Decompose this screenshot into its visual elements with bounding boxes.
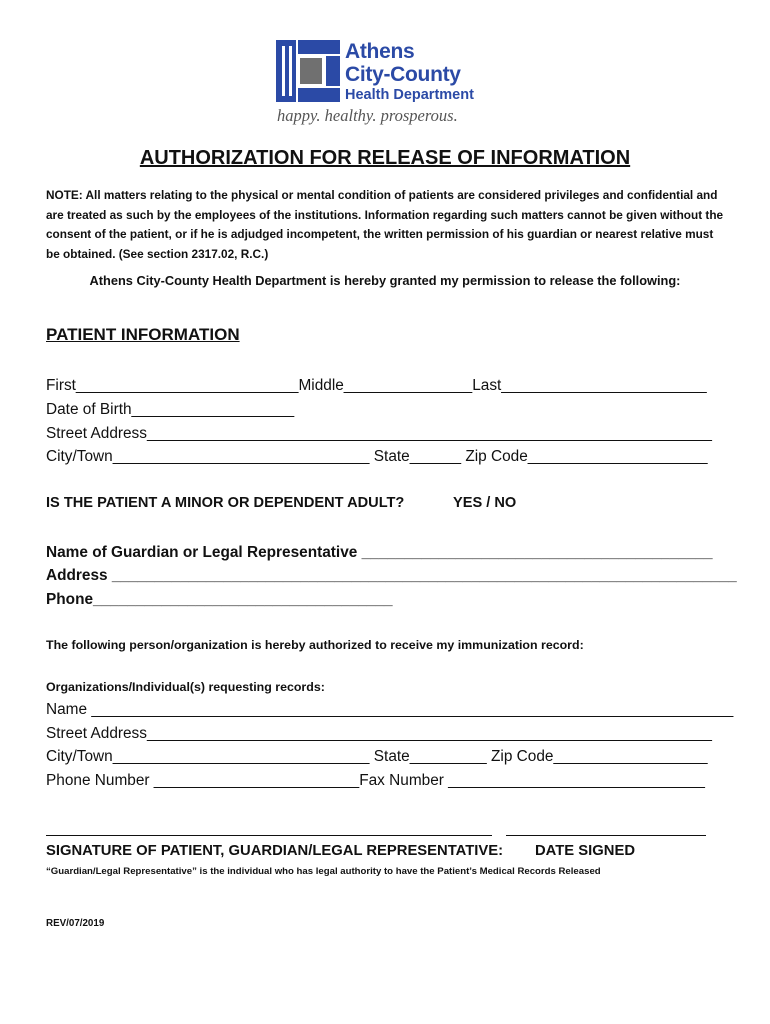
guardian-address-field[interactable]: Address _________________________________________________________________________	[46, 567, 737, 584]
confidentiality-note: NOTE: All matters relating to the physical or mental condition of patients are considered privileges and confidential and are treated as such by the employees of the institutions. Information regarding such matters cannot be given without the consent of the patient, or if he is adjudged incompetent, the written permission of his guardian or nearest relative must be obtained. (See section 2317.02, R.C.)	[46, 188, 724, 261]
permission-statement: Athens City-County Health Department is hereby granted my permission to release the following:	[89, 273, 681, 288]
signature-label: SIGNATURE OF PATIENT, GUARDIAN/LEGAL REPRESENTATIVE:	[46, 843, 504, 859]
requester-city-state-zip-field[interactable]: City/Town______________________________ State_________ Zip Code__________________	[46, 748, 708, 765]
requesting-records-label: Organizations/Individual(s) requesting records:	[46, 680, 325, 694]
patient-street-address-field[interactable]: Street Address__________________________________________________________________	[46, 425, 712, 442]
authorized-recipient-statement: The following person/organization is hereby authorized to receive my immunization record:	[46, 638, 584, 652]
logo-text-athens: Athens	[345, 40, 415, 63]
guardian-name-field[interactable]: Name of Guardian or Legal Representative _________________________________________	[46, 544, 713, 561]
requester-phone-fax-field[interactable]: Phone Number ________________________Fax Number ______________________________	[46, 772, 705, 789]
guardian-phone-field[interactable]: Phone___________________________________	[46, 591, 393, 608]
revision-date: REV/07/2019	[46, 918, 105, 929]
logo-mark-icon	[276, 40, 340, 102]
guardian-definition-footnote: “Guardian/Legal Representative” is the individual who has legal authority to have the Patient’s Medical Records Released	[46, 866, 601, 877]
signature-line[interactable]	[46, 835, 492, 836]
date-of-birth-field[interactable]: Date of Birth___________________	[46, 401, 295, 418]
logo-tagline: happy. healthy. prosperous.	[277, 106, 458, 125]
minor-dependent-question: IS THE PATIENT A MINOR OR DEPENDENT ADULT?	[46, 495, 405, 511]
patient-city-state-zip-field[interactable]: City/Town______________________________ State______ Zip Code_____________________	[46, 448, 708, 465]
requester-name-field[interactable]: Name ___________________________________________________________________________	[46, 701, 734, 718]
patient-information-heading: PATIENT INFORMATION	[46, 325, 240, 344]
health-department-logo	[276, 40, 486, 130]
logo-text-health-department: Health Department	[345, 87, 474, 103]
yes-no-options[interactable]: YES / NO	[453, 495, 517, 511]
date-signed-label: DATE SIGNED	[535, 843, 636, 859]
requester-street-address-field[interactable]: Street Address__________________________________________________________________	[46, 725, 712, 742]
logo-text-city-county: City-County	[345, 63, 461, 86]
patient-name-field[interactable]: First__________________________Middle_______________Last________________________	[46, 377, 707, 394]
date-signed-line[interactable]	[506, 835, 706, 836]
document-title: AUTHORIZATION FOR RELEASE OF INFORMATION	[139, 147, 631, 169]
